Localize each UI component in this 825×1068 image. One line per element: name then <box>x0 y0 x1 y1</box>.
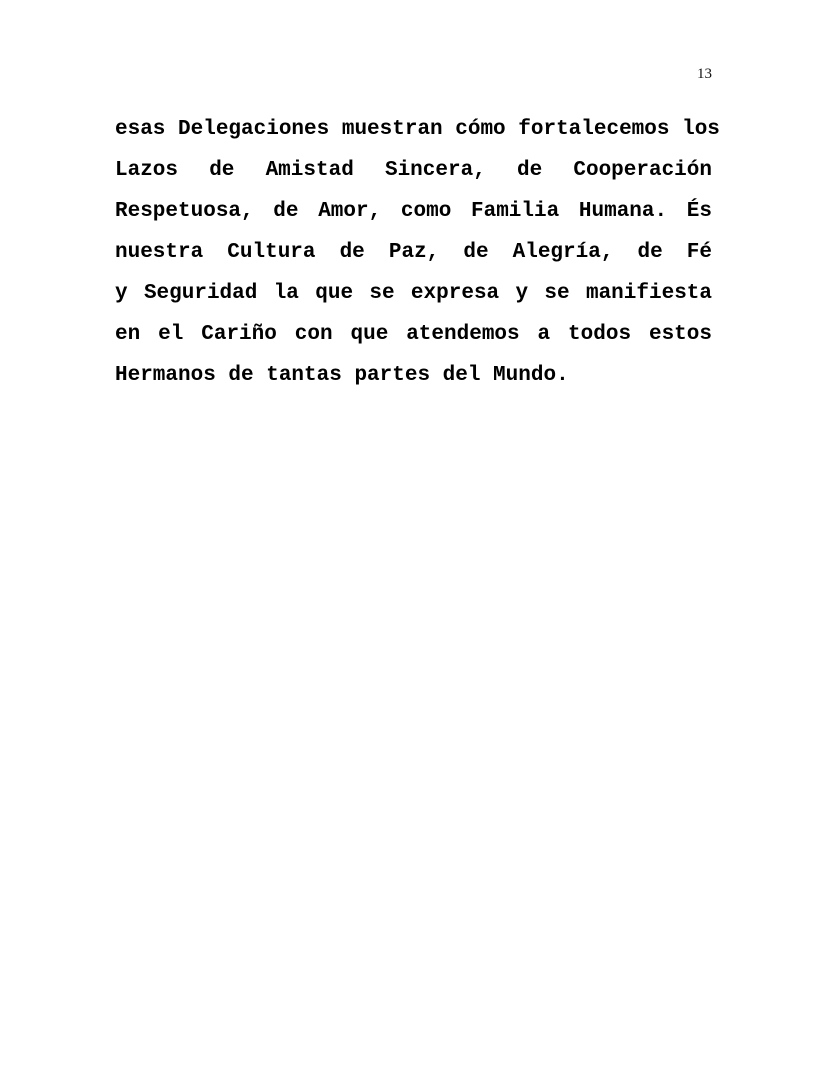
paragraph-line: esas Delegaciones muestran cómo fortalecemos los <box>115 118 720 141</box>
paragraph-line: en el Cariño con que atendemos a todos estos <box>115 323 712 346</box>
paragraph-line: nuestra Cultura de Paz, de Alegría, de Fé <box>115 241 712 264</box>
paragraph-line: Hermanos de tantas partes del Mundo. <box>115 364 569 387</box>
body-paragraph <box>115 113 720 400</box>
paragraph-line: Lazos de Amistad Sincera, de Cooperación <box>115 159 712 182</box>
paragraph-line: y Seguridad la que se expresa y se manifiesta <box>115 282 712 305</box>
page-number: 13 <box>697 66 712 82</box>
paragraph-line: Respetuosa, de Amor, como Familia Humana. És <box>115 200 712 223</box>
